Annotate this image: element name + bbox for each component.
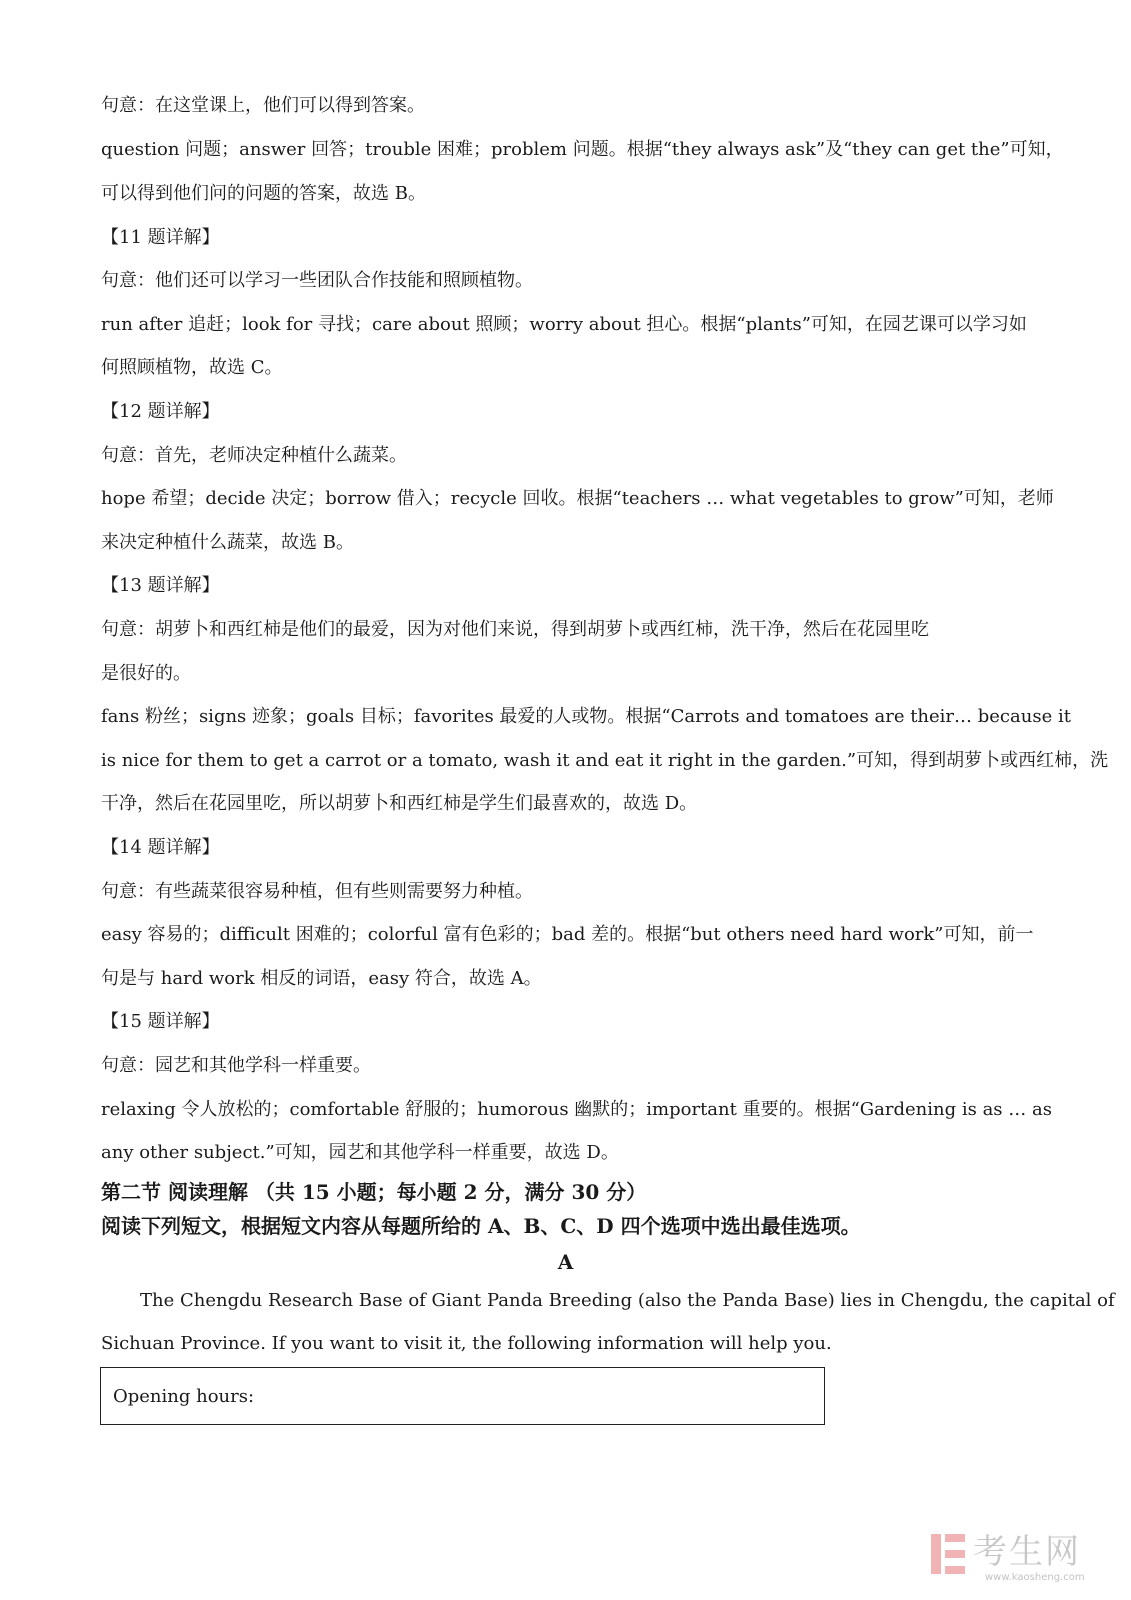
section-title: 第二节 阅读理解 （共 15 小题；每小题 2 分，满分 30 分） [101, 1180, 647, 1204]
text-line: 句意：在这堂课上，他们可以得到答案。 [101, 95, 425, 116]
text-line: 何照顾植物，故选 C。 [101, 357, 283, 378]
passage-label: A [557, 1250, 574, 1274]
watermark-url: www.kaosheng.com [985, 1572, 1085, 1583]
text-line: 句意：有些蔬菜很容易种植，但有些则需要努力种植。 [101, 881, 533, 902]
text-line: 可以得到他们问的问题的答案，故选 B。 [101, 183, 426, 204]
question-heading: 【12 题详解】 [101, 401, 220, 422]
text-line: is nice for them to get a carrot or a tomato, wash it and eat it right in the garden.”可知，得到胡萝卜或西红柿，洗 [101, 750, 1109, 771]
text-line: 句意：园艺和其他学科一样重要。 [101, 1055, 371, 1076]
text-line: 句意：胡萝卜和西红柿是他们的最爱，因为对他们来说，得到胡萝卜或西红柿，洗干净，然后在花园里吃 [101, 619, 929, 640]
text-line: 来决定种植什么蔬菜，故选 B。 [101, 532, 354, 553]
text-line: 是很好的。 [101, 663, 191, 684]
text-line: relaxing 令人放松的；comfortable 舒服的；humorous 幽默的；important 重要的。根据“Gardening is as … as [101, 1099, 1052, 1120]
instruction: 阅读下列短文，根据短文内容从每题所给的 A、B、C、D 四个选项中选出最佳选项。 [101, 1214, 861, 1238]
text-line: run after 追赶；look for 寻找；care about 照顾；worry about 担心。根据“plants”可知，在园艺课可以学习如 [101, 314, 1027, 335]
question-heading: 【11 题详解】 [101, 227, 220, 248]
question-heading: 【13 题详解】 [101, 575, 220, 596]
question-heading: 【15 题详解】 [101, 1011, 220, 1032]
text-line: 句是与 hard work 相反的词语，easy 符合，故选 A。 [101, 968, 542, 989]
text-line: question 问题；answer 回答；trouble 困难；problem 问题。根据“they always ask”及“they can get the”可知， [101, 139, 1064, 160]
text-line: 干净，然后在花园里吃，所以胡萝卜和西红柿是学生们最喜欢的，故选 D。 [101, 793, 698, 814]
watermark-brand: 考生网 [973, 1532, 1081, 1572]
text-line: hope 希望；decide 决定；borrow 借入；recycle 回收。根据“teachers … what vegetables to grow”可知，老师 [101, 488, 1054, 509]
text-line: fans 粉丝；signs 迹象；goals 目标；favorites 最爱的人或物。根据“Carrots and tomatoes are their… because it [101, 706, 1071, 727]
watermark-logo-icon [931, 1534, 965, 1574]
question-heading: 【14 题详解】 [101, 837, 220, 858]
text-line: 句意：他们还可以学习一些团队合作技能和照顾植物。 [101, 270, 533, 291]
info-box [100, 1367, 825, 1425]
text-line: 句意：首先，老师决定种植什么蔬菜。 [101, 445, 407, 466]
text-line: any other subject.”可知，园艺和其他学科一样重要，故选 D。 [101, 1142, 619, 1163]
text-line: easy 容易的；difficult 困难的；colorful 富有色彩的；bad 差的。根据“but others need hard work”可知，前一 [101, 924, 1034, 945]
watermark [931, 1528, 1091, 1588]
passage-line: Sichuan Province. If you want to visit it, the following information will help you. [101, 1333, 832, 1354]
info-box-label: Opening hours: [113, 1386, 255, 1407]
passage-line: The Chengdu Research Base of Giant Panda Breeding (also the Panda Base) lies in Chengdu, the capital of [140, 1290, 1115, 1311]
